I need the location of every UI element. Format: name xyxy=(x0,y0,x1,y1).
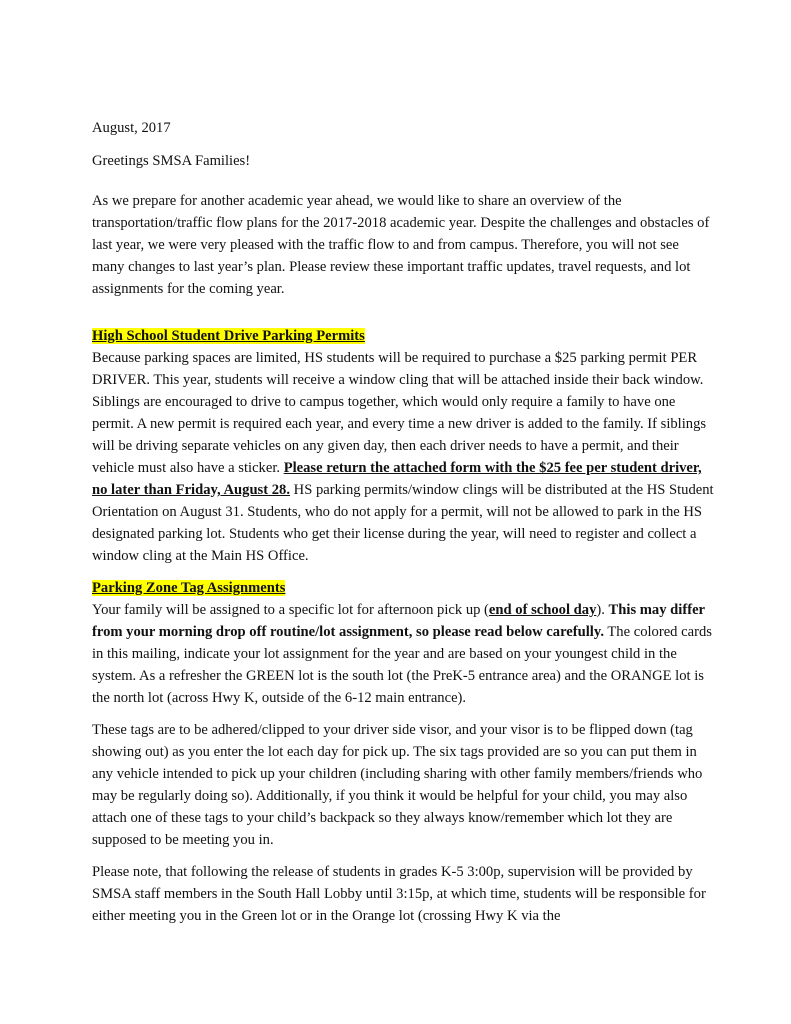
zones-p1-b: ). xyxy=(596,602,609,618)
permits-paragraph xyxy=(92,347,714,567)
permits-text-1: Because parking spaces are limited, HS students will be required to purchase a $25 parking permit PER DRIVER. This year, students will receive a window cling that will be attached inside their back window. Siblings are encouraged to drive to campus together, which would only require a family to have one permit. A new permit is required each year, and every time a new driver is added to the family. If siblings will be driving separate vehicles on any given day, then each driver needs to have a permit, and their vehicle must also have a sticker. xyxy=(92,350,707,476)
permits-emphasis: Please return the attached form with the $25 fee per student driver, no later than Friday, August 28. xyxy=(92,460,702,498)
zones-paragraph-3: Please note, that following the release of students in grades K-5 3:00p, supervision will be provided by SMSA staff members in the South Hall Lobby until 3:15p, at which time, students will be responsible for either meeting you in the Green lot or in the Orange lot (crossing Hwy K via the xyxy=(92,864,706,924)
letter-greeting: Greetings SMSA Families! xyxy=(92,153,251,169)
zones-p1-bold: This may differ from your morning drop off routine/lot assignment, so please read below carefully. xyxy=(92,602,705,640)
permits-text-2: HS parking permits/window clings will be distributed at the HS Student Orientation on August 31. Students, who do not apply for a permit, will not be allowed to park in the HS designated parking lot. Students who get their license during the year, will need to register and collect a window cling at the Main HS Office. xyxy=(92,482,714,564)
zones-paragraph-1 xyxy=(92,599,714,709)
permits-heading: High School Student Drive Parking Permits xyxy=(92,328,365,344)
zones-p1-underlined: end of school day xyxy=(488,602,597,618)
zones-p1-a: Your family will be assigned to a specific lot for afternoon pick up ( xyxy=(92,602,489,618)
zones-heading: Parking Zone Tag Assignments xyxy=(92,580,286,596)
zones-p1-c: The colored cards in this mailing, indicate your lot assignment for the year and are based on your youngest child in the system. As a refresher the GREEN lot is the south lot (the PreK-5 entrance area) and the ORANGE lot is the north lot (across Hwy K, outside of the 6-12 main entrance). xyxy=(92,624,712,706)
zones-heading-line xyxy=(92,577,714,599)
intro-paragraph: As we prepare for another academic year ahead, we would like to share an overview of the transportation/traffic flow plans for the 2017-2018 academic year. Despite the challenges and obstacles of last year, we were very pleased with the traffic flow to and from campus. Therefore, you will not see many changes to last year’s plan. Please review these important traffic updates, travel requests, and lot assignments for the coming year. xyxy=(92,193,710,297)
zones-paragraph-2: These tags are to be adhered/clipped to your driver side visor, and your visor is to be flipped down (tag showing out) as you enter the lot each day for pick up. The six tags provided are so you can put them in any vehicle intended to pick up your children (including sharing with other family members/friends who may be regularly doing so). Additionally, if you think it would be helpful for your child, you may also attach one of these tags to your child’s backpack so they always know/remember which lot they are supposed to be meeting you in. xyxy=(92,722,703,848)
letter-body xyxy=(92,117,714,937)
permits-heading-line xyxy=(92,325,714,347)
letter-date: August, 2017 xyxy=(92,120,171,136)
